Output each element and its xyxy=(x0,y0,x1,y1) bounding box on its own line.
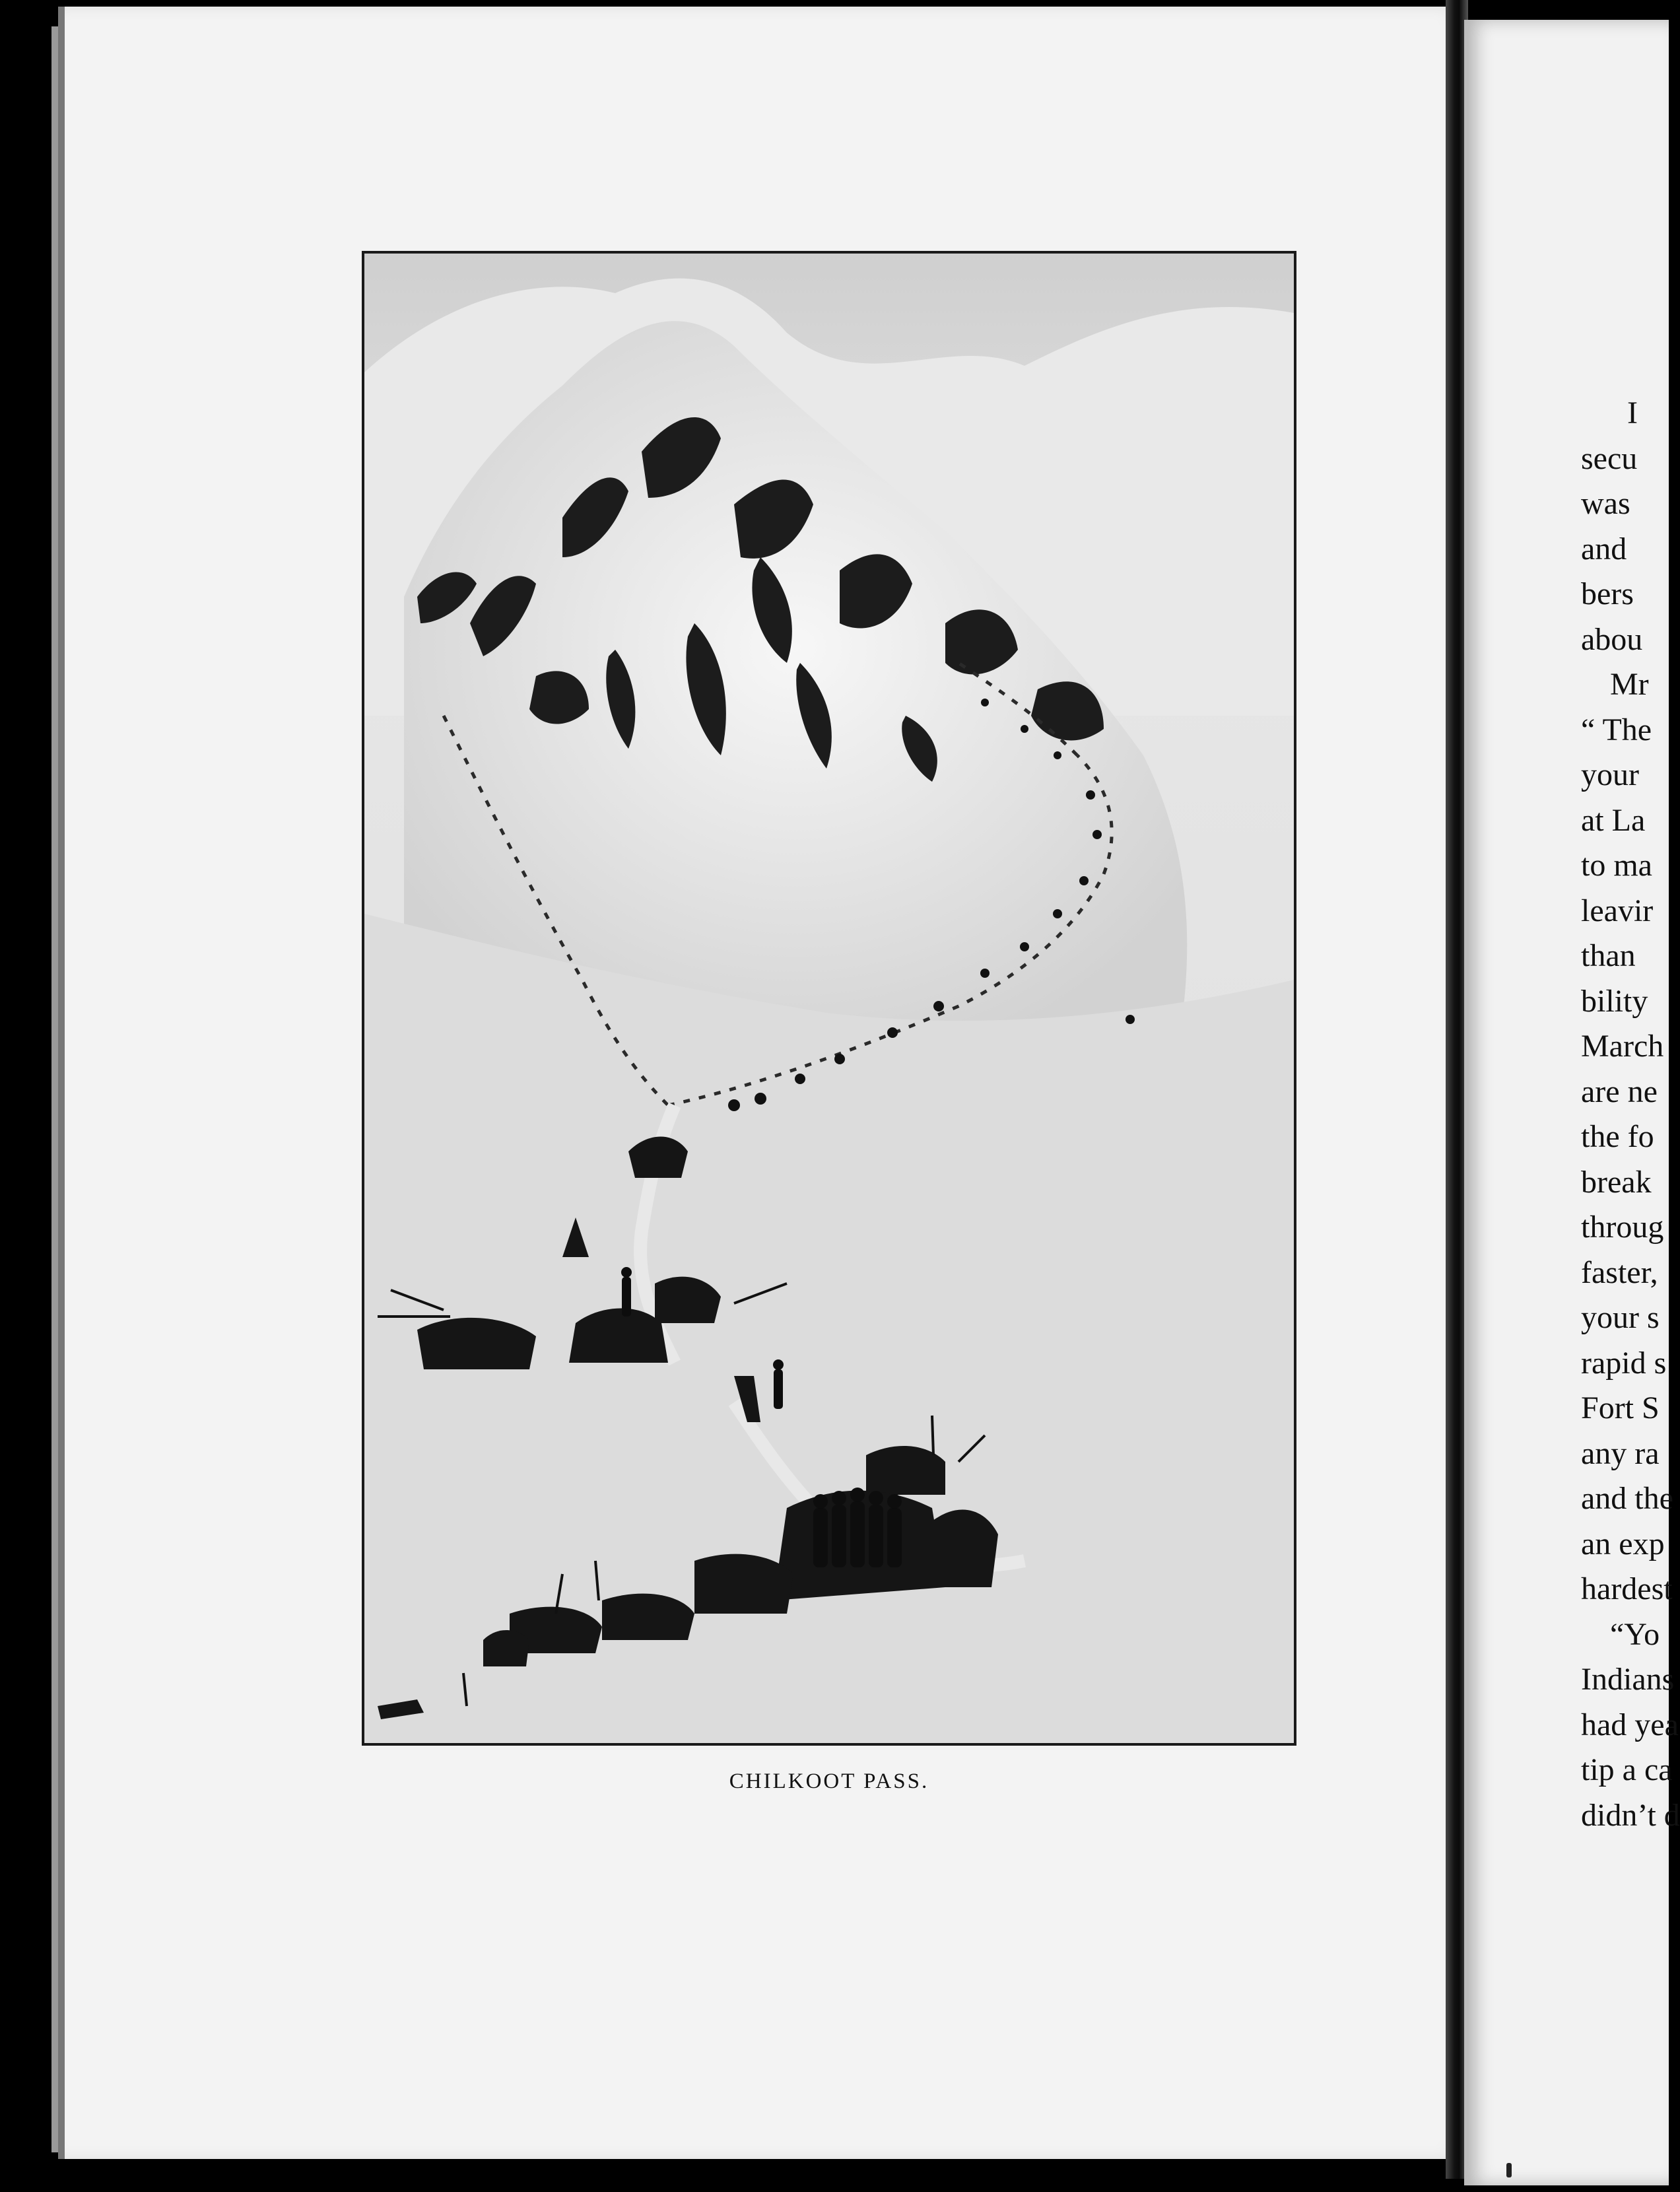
text-line: bility xyxy=(1581,983,1648,1019)
text-line: was xyxy=(1581,486,1630,521)
text-line: and xyxy=(1581,531,1627,566)
text-line: I xyxy=(1627,395,1638,430)
text-line: your xyxy=(1581,757,1639,792)
text-line: are ne xyxy=(1581,1074,1658,1109)
text-line: throug xyxy=(1581,1210,1664,1245)
text-line: abou xyxy=(1581,621,1643,657)
text-line: leavir xyxy=(1581,893,1654,928)
text-line: March xyxy=(1581,1029,1664,1064)
text-line: to ma xyxy=(1581,848,1652,883)
text-line: didn’t d xyxy=(1581,1797,1680,1833)
mountain-pass-photo xyxy=(364,254,1294,1743)
text-line: the fo xyxy=(1581,1119,1654,1154)
text-line: tip a ca xyxy=(1581,1752,1673,1787)
text-line: hardest xyxy=(1581,1571,1673,1606)
text-line: than xyxy=(1581,938,1636,973)
text-line: at La xyxy=(1581,802,1646,838)
text-line: Mr xyxy=(1610,667,1649,702)
text-line: your s xyxy=(1581,1300,1660,1335)
right-page-text xyxy=(1581,391,1680,1838)
text-line: rapid s xyxy=(1581,1345,1667,1381)
text-line: Indians xyxy=(1581,1662,1675,1697)
text-line: any ra xyxy=(1581,1435,1660,1471)
text-line: secu xyxy=(1581,440,1638,476)
text-line: and the xyxy=(1581,1481,1673,1516)
text-line: bers xyxy=(1581,576,1634,611)
text-line: had yea xyxy=(1581,1707,1679,1742)
text-line: break xyxy=(1581,1164,1652,1200)
plate-caption: CHILKOOT PASS. xyxy=(729,1769,929,1793)
text-line: an exp xyxy=(1581,1526,1665,1561)
text-line: “Yo xyxy=(1610,1616,1660,1652)
text-line: Fort S xyxy=(1581,1390,1660,1425)
scan-speck xyxy=(1506,2163,1512,2177)
text-line: faster, xyxy=(1581,1254,1658,1290)
plate-photograph xyxy=(362,251,1296,1746)
text-line: “ The xyxy=(1581,712,1652,747)
